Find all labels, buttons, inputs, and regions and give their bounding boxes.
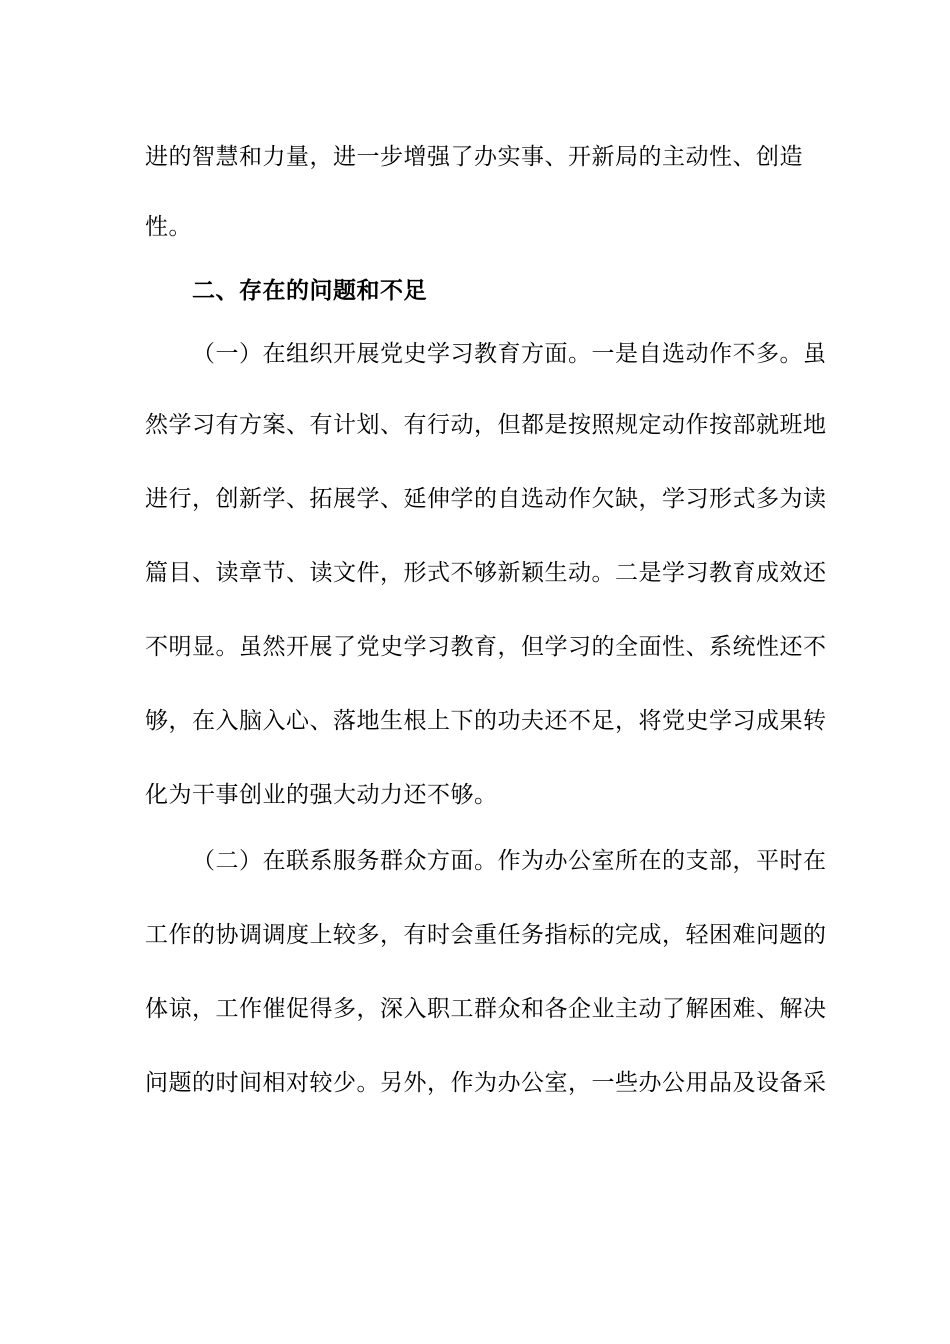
body-text-line: 篇目、读章节、读文件，形式不够新颖生动。二是学习教育成效还 [145,560,827,586]
body-text-line: 然学习有方案、有计划、有行动，但都是按照规定动作按部就班地 [145,412,827,438]
section-heading: 二、存在的问题和不足 [192,278,427,304]
body-text-line: 工作的协调调度上较多，有时会重任务指标的完成，轻困难问题的 [145,922,827,948]
body-text-line: 够，在入脑入心、落地生根上下的功夫还不足，将党史学习成果转 [145,708,827,734]
body-text-line: 进行，创新学、拓展学、延伸学的自选动作欠缺，学习形式多为读 [145,486,827,512]
body-text-line: 化为干事创业的强大动力还不够。 [145,782,498,808]
paragraph-start-line: （二）在联系服务群众方面。作为办公室所在的支部，平时在 [192,848,827,874]
paragraph-start-line: （一）在组织开展党史学习教育方面。一是自选动作不多。虽 [192,341,827,367]
body-text-line: 进的智慧和力量，进一步增强了办实事、开新局的主动性、创造 [145,144,803,170]
body-text-line: 不明显。虽然开展了党史学习教育，但学习的全面性、系统性还不 [145,634,827,660]
body-text-line: 问题的时间相对较少。另外，作为办公室，一些办公用品及设备采 [145,1070,827,1096]
body-text-line: 体谅，工作催促得多，深入职工群众和各企业主动了解困难、解决 [145,996,827,1022]
body-text-line: 性。 [145,214,192,240]
